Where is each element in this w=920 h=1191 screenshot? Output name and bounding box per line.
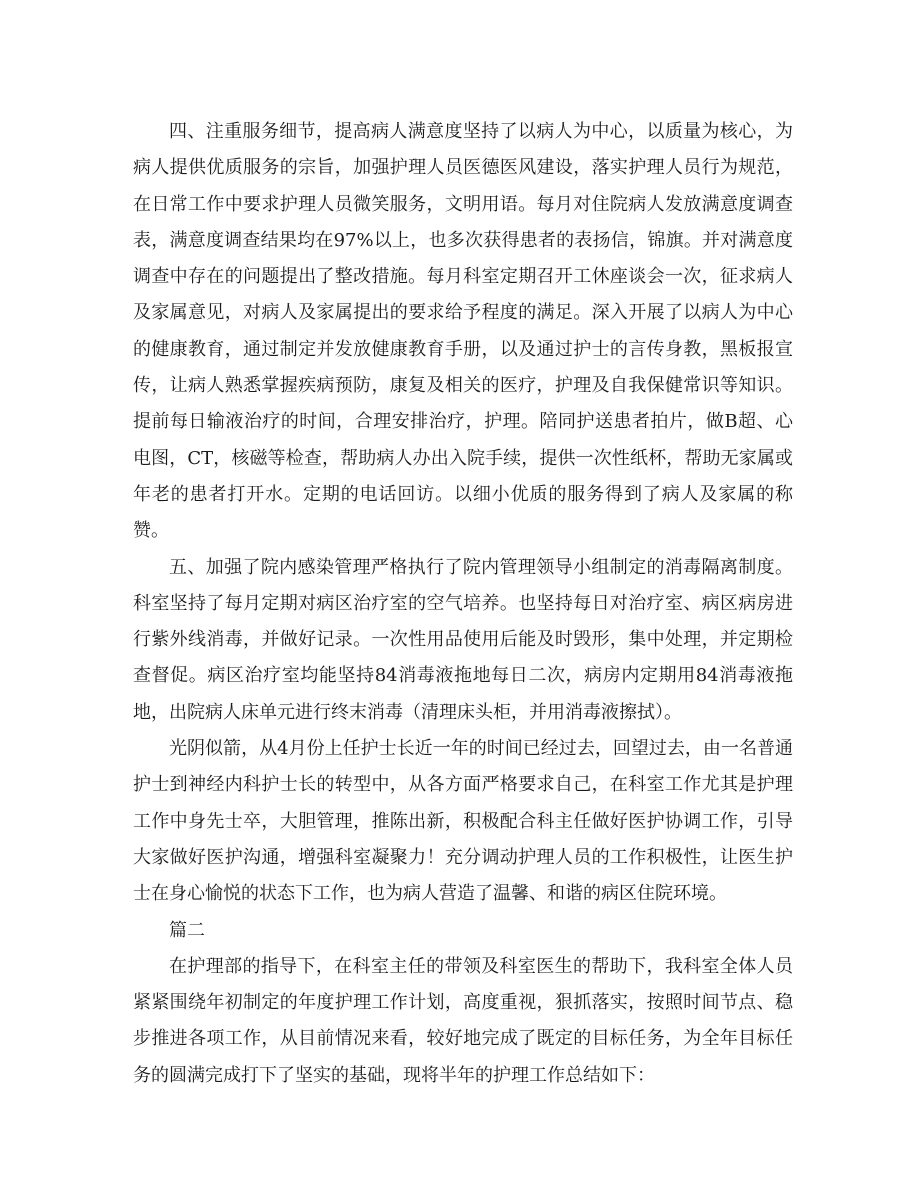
section-heading-part-two: 篇二 xyxy=(169,919,205,941)
paragraph-reflection: 光阴似箭，从4月份上任护士长近一年的时间已经过去，回望过去，由一名普通护士到神经内科护士长的转型中，从各方面严格要求自己，在科室工作尤其是护理工作中身先士卒，大胆管理，推陈出新，积极配合科主任做好医护协调工作，引导大家做好医护沟通，增强科室凝聚力！充分调动护理人员的工作积极性，让医生护士在身心愉悦的状态下工作，也为病人营造了温馨、和谐的病区住院环境。 xyxy=(133,738,793,905)
paragraph-infection-control: 五、加强了院内感染管理严格执行了院内管理领导小组制定的消毒隔离制度。科室坚持了每月定期对病区治疗室的空气培养。也坚持每日对治疗室、病区病房进行紫外线消毒，并做好记录。一次性用品使用后能及时毁形，集中处理，并定期检查督促。病区治疗室均能坚持84消毒液拖地每日二次，病房内定期用84消毒液拖地，出院病人床单元进行终末消毒（清理床头柜，并用消毒液擦拭）。 xyxy=(133,556,793,723)
paragraph-service-details: 四、注重服务细节，提高病人满意度坚持了以病人为中心，以质量为核心，为病人提供优质服务的宗旨，加强护理人员医德医风建设，落实护理人员行为规范，在日常工作中要求护理人员微笑服务，文明用语。每月对住院病人发放满意度调查表，满意度调查结果均在97%以上，也多次获得患者的表扬信，锦旗。并对满意度调查中存在的问题提出了整改措施。每月科室定期召开工休座谈会一次，征求病人及家属意见，对病人及家属提出的要求给予程度的满足。深入开展了以病人为中心的健康教育，通过制定并发放健康教育手册，以及通过护士的言传身教，黑板报宣传，让病人熟悉掌握疾病预防，康复及相关的医疗，护理及自我保健常识等知识。提前每日输液治疗的时间，合理安排治疗，护理。陪同护送患者拍片，做B超、心电图，CT，核磁等检查，帮助病人办出入院手续，提供一次性纸杯，帮助无家属或年老的患者打开水。定期的电话回访。以细小优质的服务得到了病人及家属的称赞。 xyxy=(133,121,793,542)
paragraph-part-two-intro: 在护理部的指导下，在科室主任的带领及科室医生的帮助下，我科室全体人员紧紧围绕年初制定的年度护理工作计划，高度重视，狠抓落实，按照时间节点、稳步推进各项工作，从目前情况来看，较好地完成了既定的目标任务，为全年目标任务的圆满完成打下了坚实的基础，现将半年的护理工作总结如下： xyxy=(133,955,793,1086)
document-body xyxy=(133,114,793,1094)
